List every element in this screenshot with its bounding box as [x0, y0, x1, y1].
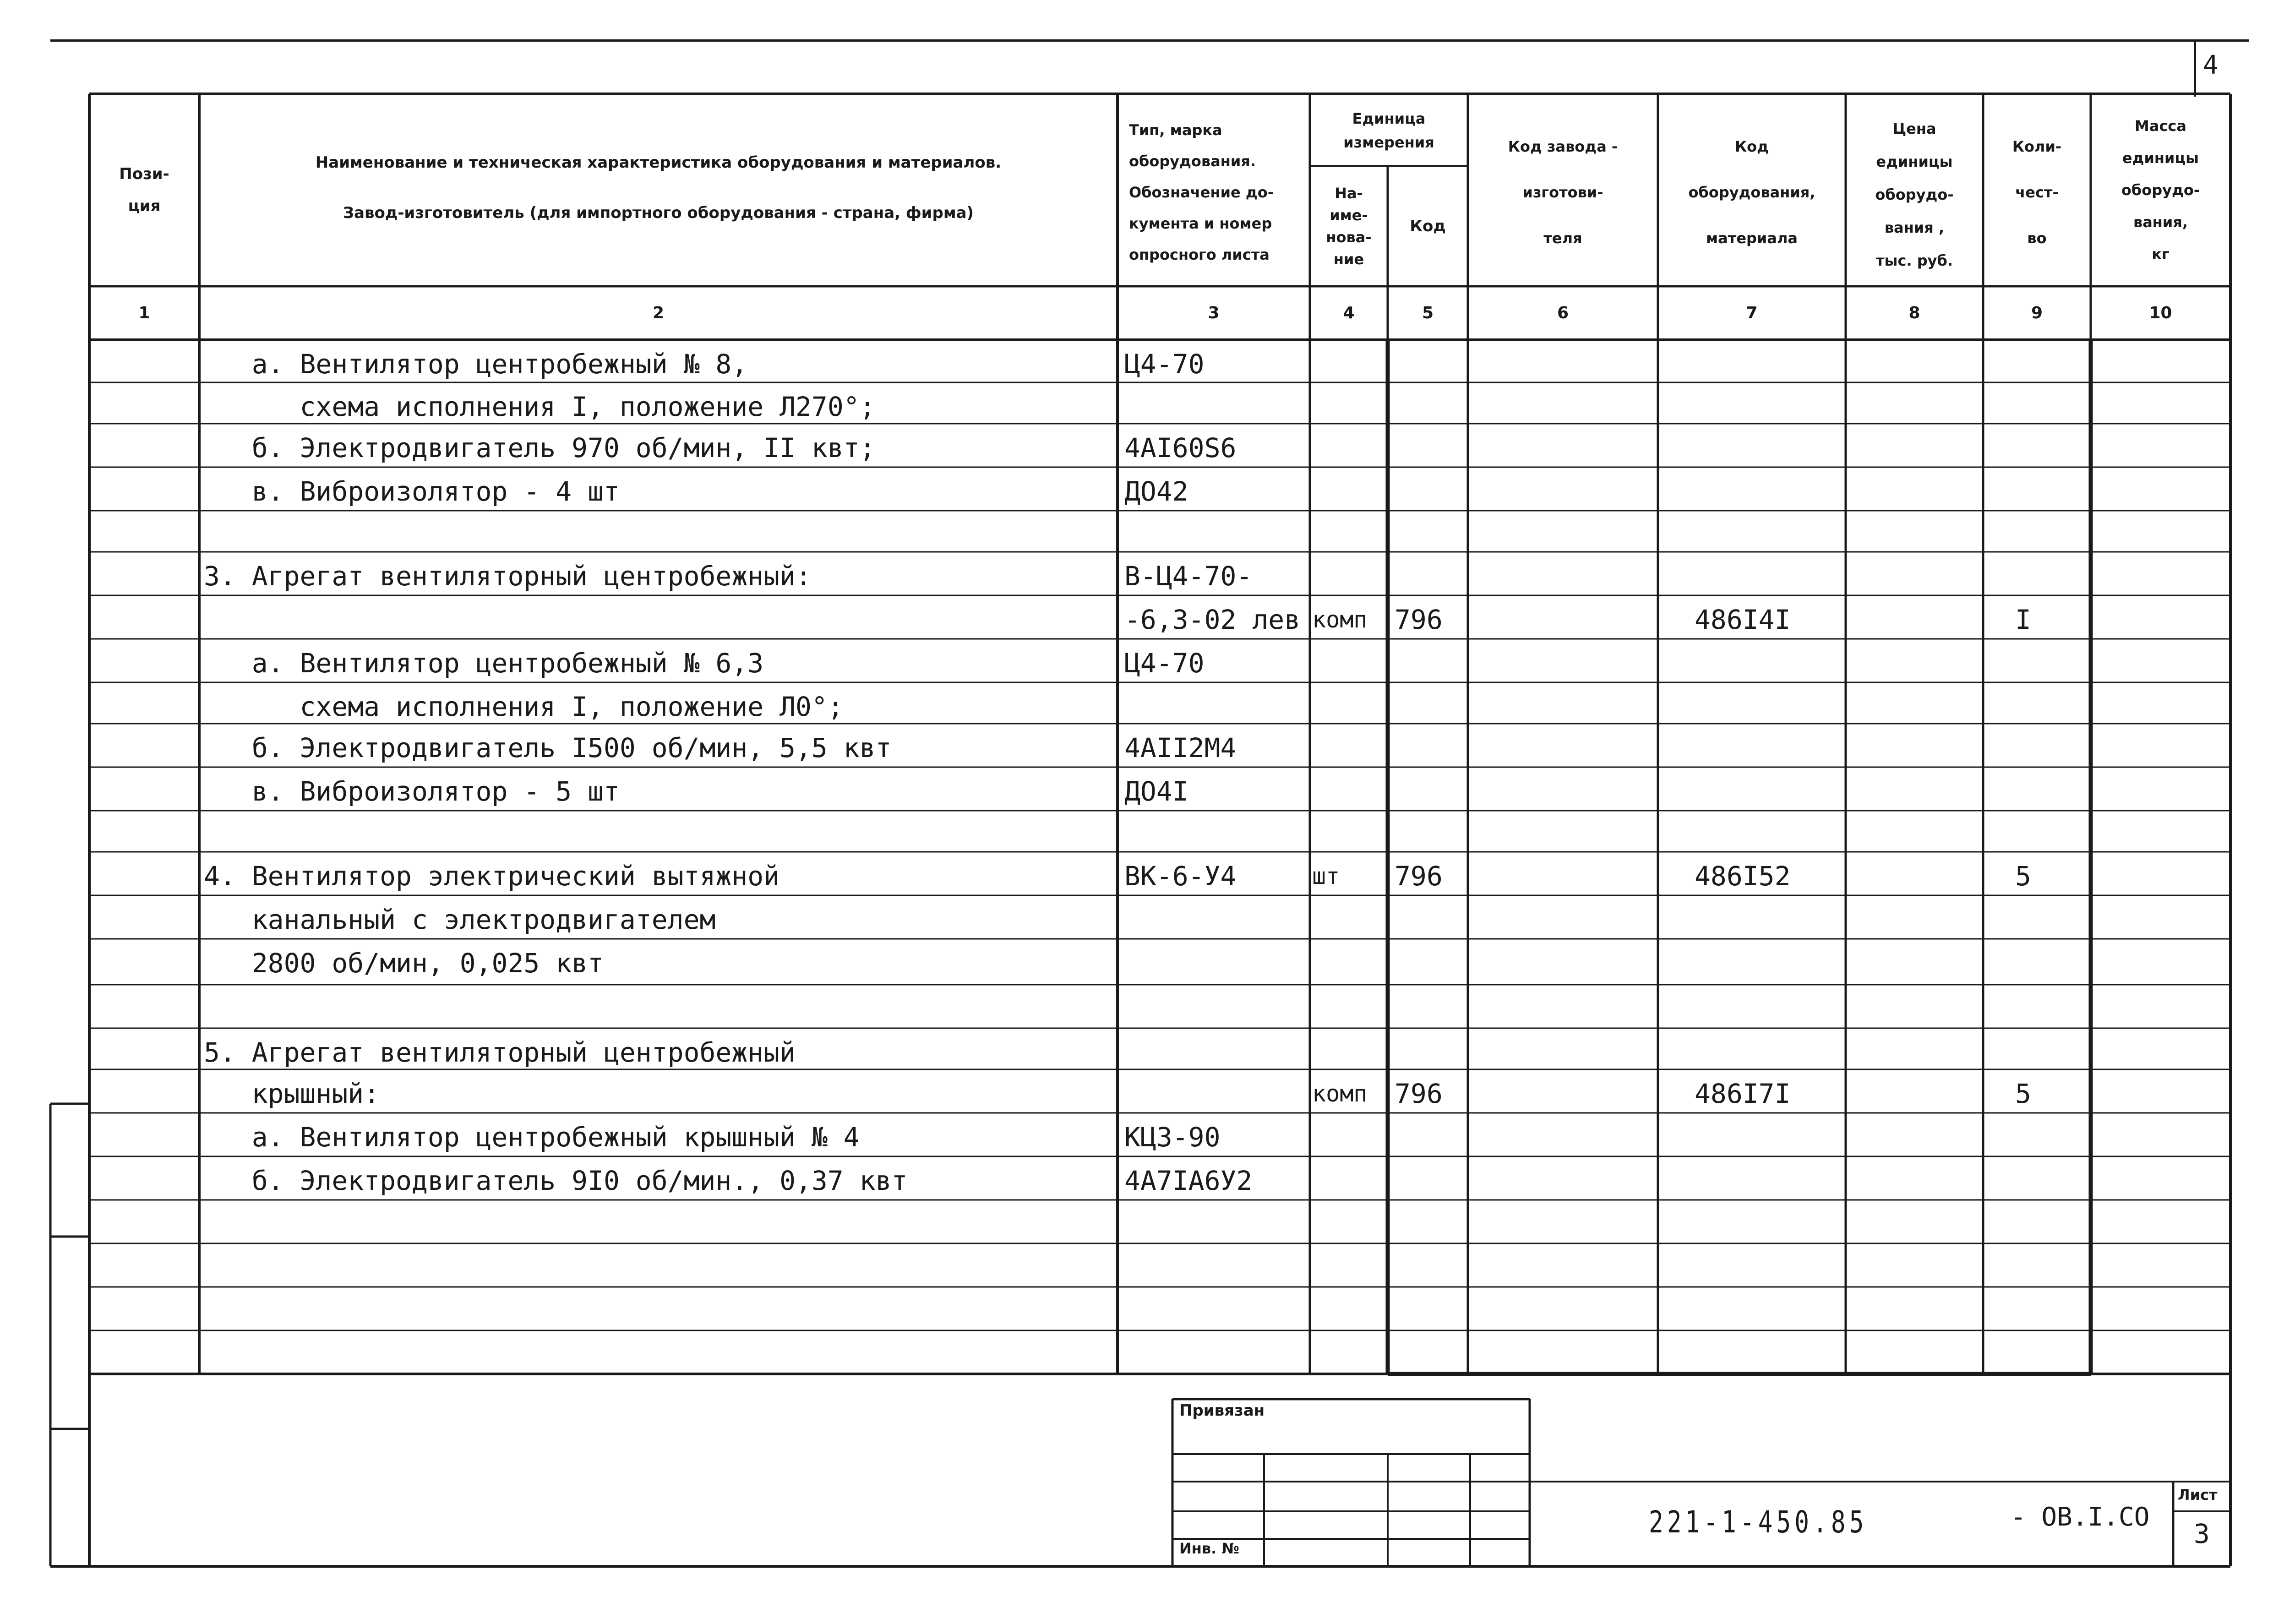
- row-equipment-code: 486I52: [1695, 861, 1791, 892]
- row-type: 4АII2М4: [1124, 732, 1237, 763]
- row-quantity: [2015, 1247, 2091, 1288]
- row-unit-code: [1395, 1247, 1468, 1288]
- row-quantity: [2015, 556, 2091, 597]
- row-unit: [1312, 514, 1388, 556]
- row-equipment-code: 486I4I: [1695, 604, 1791, 635]
- row-quantity: [2015, 386, 2091, 427]
- colnum-3: 3: [1208, 304, 1220, 322]
- header-factory-code: Код завода - изготови- теля: [1508, 138, 1618, 247]
- row-unit-code: [1395, 427, 1468, 469]
- row-quantity: [2015, 1117, 2091, 1158]
- document-suffix: - ОВ.I.СО: [2011, 1502, 2150, 1532]
- row-type: [1124, 1073, 1308, 1114]
- row-unit-code: [1395, 1117, 1468, 1158]
- row-equipment-code: [1695, 899, 1846, 940]
- row-unit-code: [1395, 343, 1468, 385]
- row-type: [1124, 1204, 1308, 1245]
- row-unit: [1312, 471, 1388, 512]
- header-equipment-code: Код оборудования, материала: [1688, 138, 1815, 247]
- colnum-4: 4: [1343, 304, 1355, 322]
- row-equipment-code: [1695, 343, 1846, 385]
- row-equipment-code: [1695, 1204, 1846, 1245]
- row-unit: [1312, 1032, 1388, 1073]
- row-unit-code: [1395, 514, 1468, 556]
- header-unit-code: Код: [1410, 217, 1446, 235]
- row-name: схема исполнения I, положение Л270°;: [204, 391, 876, 422]
- header-position: Пози- ция: [119, 165, 169, 215]
- row-name: 4. Вентилятор электрический вытяжной: [204, 861, 780, 892]
- row-type: [1124, 1032, 1308, 1073]
- row-quantity: [2015, 943, 2091, 984]
- row-unit: [1312, 1291, 1388, 1332]
- row-unit: [1312, 814, 1388, 856]
- row-unit: [1312, 1247, 1388, 1288]
- row-equipment-code: [1695, 686, 1846, 727]
- row-equipment-code: [1695, 514, 1846, 556]
- row-equipment-code: [1695, 1032, 1846, 1073]
- row-unit-code: 796: [1395, 861, 1443, 892]
- sheet-label: Лист: [2178, 1486, 2218, 1504]
- corner-sheet-number: 4: [2203, 50, 2218, 80]
- row-quantity: [2015, 643, 2091, 684]
- row-unit: [1312, 988, 1388, 1030]
- row-unit: [1312, 899, 1388, 940]
- row-equipment-code: [1695, 643, 1846, 684]
- row-unit-code: [1395, 1032, 1468, 1073]
- row-quantity: [2015, 471, 2091, 512]
- row-quantity: [2015, 514, 2091, 556]
- row-equipment-code: [1695, 1247, 1846, 1288]
- row-quantity: I: [2015, 604, 2031, 635]
- row-unit-code: [1395, 471, 1468, 512]
- row-unit: [1312, 1204, 1388, 1245]
- row-unit: комп: [1312, 1080, 1368, 1107]
- row-unit: [1312, 643, 1388, 684]
- row-unit-code: [1395, 1334, 1468, 1375]
- row-equipment-code: [1695, 988, 1846, 1030]
- row-quantity: [2015, 1291, 2091, 1332]
- row-quantity: [2015, 988, 2091, 1030]
- row-name: [204, 1247, 1115, 1288]
- row-equipment-code: [1695, 471, 1846, 512]
- row-unit-code: [1395, 1291, 1468, 1332]
- colnum-8: 8: [1908, 304, 1920, 322]
- row-unit-code: 796: [1395, 604, 1443, 635]
- privyazan-label: Привязан: [1179, 1401, 1265, 1420]
- sheet-number: 3: [2194, 1518, 2210, 1549]
- row-type: [1124, 988, 1308, 1030]
- row-name: в. Виброизолятор - 4 шт: [204, 476, 620, 507]
- row-unit-code: [1395, 686, 1468, 727]
- row-type: Ц4-70: [1124, 648, 1205, 679]
- row-unit-code: 796: [1395, 1078, 1443, 1109]
- row-quantity: [2015, 1160, 2091, 1201]
- row-unit-code: [1395, 814, 1468, 856]
- row-equipment-code: 486I7I: [1695, 1078, 1791, 1109]
- row-type: [1124, 1334, 1308, 1375]
- colnum-2: 2: [652, 304, 665, 322]
- row-type: ВК-6-У4: [1124, 861, 1237, 892]
- row-unit-code: [1395, 386, 1468, 427]
- row-equipment-code: [1695, 1117, 1846, 1158]
- row-type: Ц4-70: [1124, 349, 1205, 380]
- row-quantity: [2015, 343, 2091, 385]
- row-unit-code: [1395, 727, 1468, 768]
- document-code: 221-1-450.85: [1649, 1504, 1868, 1540]
- row-name: [204, 514, 1115, 556]
- header-type: Тип, марка оборудования. Обозначение до- кумента и номер опросного листа: [1129, 121, 1274, 263]
- row-unit: шт: [1312, 863, 1340, 889]
- row-type: ДО42: [1124, 476, 1188, 507]
- row-unit-code: [1395, 771, 1468, 812]
- row-name: а. Вентилятор центробежный № 6,3: [204, 648, 764, 679]
- row-type: [1124, 1247, 1308, 1288]
- row-unit-code: [1395, 988, 1468, 1030]
- row-unit: [1312, 427, 1388, 469]
- row-name: крышный:: [204, 1078, 380, 1109]
- row-unit: [1312, 343, 1388, 385]
- row-type: В-Ц4-70-: [1124, 561, 1253, 592]
- header-name-line1: Наименование и техническая характеристика оборудования и материалов.: [315, 153, 1002, 172]
- row-unit: [1312, 1160, 1388, 1201]
- row-equipment-code: [1695, 556, 1846, 597]
- row-name: в. Виброизолятор - 5 шт: [204, 776, 620, 807]
- row-name: [204, 599, 1115, 640]
- row-equipment-code: [1695, 1291, 1846, 1332]
- row-name: канальный с электродвигателем: [204, 904, 716, 935]
- row-quantity: 5: [2015, 1078, 2031, 1109]
- row-type: -6,3-02 лев: [1124, 604, 1301, 635]
- row-unit: [1312, 727, 1388, 768]
- row-quantity: 5: [2015, 861, 2031, 892]
- row-equipment-code: [1695, 1160, 1846, 1201]
- row-unit: комп: [1312, 606, 1368, 633]
- header-mass: Масса единицы оборудо- вания, кг: [2121, 117, 2200, 263]
- row-type: 4А7IА6У2: [1124, 1165, 1253, 1196]
- row-unit: [1312, 771, 1388, 812]
- header-unit-name: На- име- нова- ние: [1326, 184, 1372, 268]
- row-type: 4АI60S6: [1124, 432, 1237, 463]
- row-name: [204, 1334, 1115, 1375]
- colnum-9: 9: [2031, 304, 2043, 322]
- row-type: [1124, 514, 1308, 556]
- row-type: [1124, 386, 1308, 427]
- row-unit-code: [1395, 1160, 1468, 1201]
- row-unit-code: [1395, 1204, 1468, 1245]
- row-quantity: [2015, 1334, 2091, 1375]
- row-type: [1124, 686, 1308, 727]
- row-unit-code: [1395, 643, 1468, 684]
- row-quantity: [2015, 899, 2091, 940]
- row-name: [204, 988, 1115, 1030]
- header-name: [202, 137, 1115, 238]
- row-unit: [1312, 1334, 1388, 1375]
- colnum-5: 5: [1422, 304, 1434, 322]
- row-quantity: [2015, 427, 2091, 469]
- row-name: [204, 1291, 1115, 1332]
- row-unit-code: [1395, 899, 1468, 940]
- row-name: б. Электродвигатель 970 об/мин, II квт;: [204, 432, 876, 463]
- row-name: а. Вентилятор центробежный крышный № 4: [204, 1122, 860, 1153]
- row-name: [204, 814, 1115, 856]
- row-type: ДО4I: [1124, 776, 1188, 807]
- row-type: [1124, 943, 1308, 984]
- colnum-6: 6: [1557, 304, 1569, 322]
- header-unit-group: Единица измерения: [1343, 110, 1434, 151]
- row-unit: [1312, 386, 1388, 427]
- row-quantity: [2015, 814, 2091, 856]
- row-unit: [1312, 686, 1388, 727]
- row-name: б. Электродвигатель 9I0 об/мин., 0,37 квт: [204, 1165, 908, 1196]
- row-quantity: [2015, 771, 2091, 812]
- row-name: 5. Агрегат вентиляторный центробежный: [204, 1037, 796, 1068]
- header-quantity: Коли- чест- во: [2012, 138, 2062, 247]
- row-quantity: [2015, 686, 2091, 727]
- row-quantity: [2015, 727, 2091, 768]
- row-unit-code: [1395, 556, 1468, 597]
- row-type: [1124, 899, 1308, 940]
- header-price: Цена единицы оборудо- вания , тыс. руб.: [1875, 120, 1954, 269]
- row-unit: [1312, 1117, 1388, 1158]
- row-name: схема исполнения I, положение Л0°;: [204, 691, 844, 722]
- row-quantity: [2015, 1204, 2091, 1245]
- row-equipment-code: [1695, 814, 1846, 856]
- row-quantity: [2015, 1032, 2091, 1073]
- row-name: 3. Агрегат вентиляторный центробежный:: [204, 561, 812, 592]
- colnum-7: 7: [1746, 304, 1758, 322]
- row-equipment-code: [1695, 1334, 1846, 1375]
- row-unit-code: [1395, 943, 1468, 984]
- row-equipment-code: [1695, 943, 1846, 984]
- row-unit: [1312, 943, 1388, 984]
- inv-no-label: Инв. №: [1179, 1540, 1239, 1557]
- row-equipment-code: [1695, 427, 1846, 469]
- row-type: КЦЗ-90: [1124, 1122, 1221, 1153]
- row-name: а. Вентилятор центробежный № 8,: [204, 349, 748, 380]
- row-unit: [1312, 556, 1388, 597]
- row-type: [1124, 814, 1308, 856]
- colnum-1: 1: [138, 304, 150, 322]
- row-equipment-code: [1695, 727, 1846, 768]
- header-name-line2: Завод-изготовитель (для импортного оборудования - страна, фирма): [343, 204, 974, 222]
- colnum-10: 10: [2149, 304, 2172, 322]
- row-equipment-code: [1695, 386, 1846, 427]
- row-name: 2800 об/мин, 0,025 квт: [204, 948, 604, 979]
- row-name: [204, 1204, 1115, 1245]
- row-name: б. Электродвигатель I500 об/мин, 5,5 квт: [204, 732, 892, 763]
- row-equipment-code: [1695, 771, 1846, 812]
- row-type: [1124, 1291, 1308, 1332]
